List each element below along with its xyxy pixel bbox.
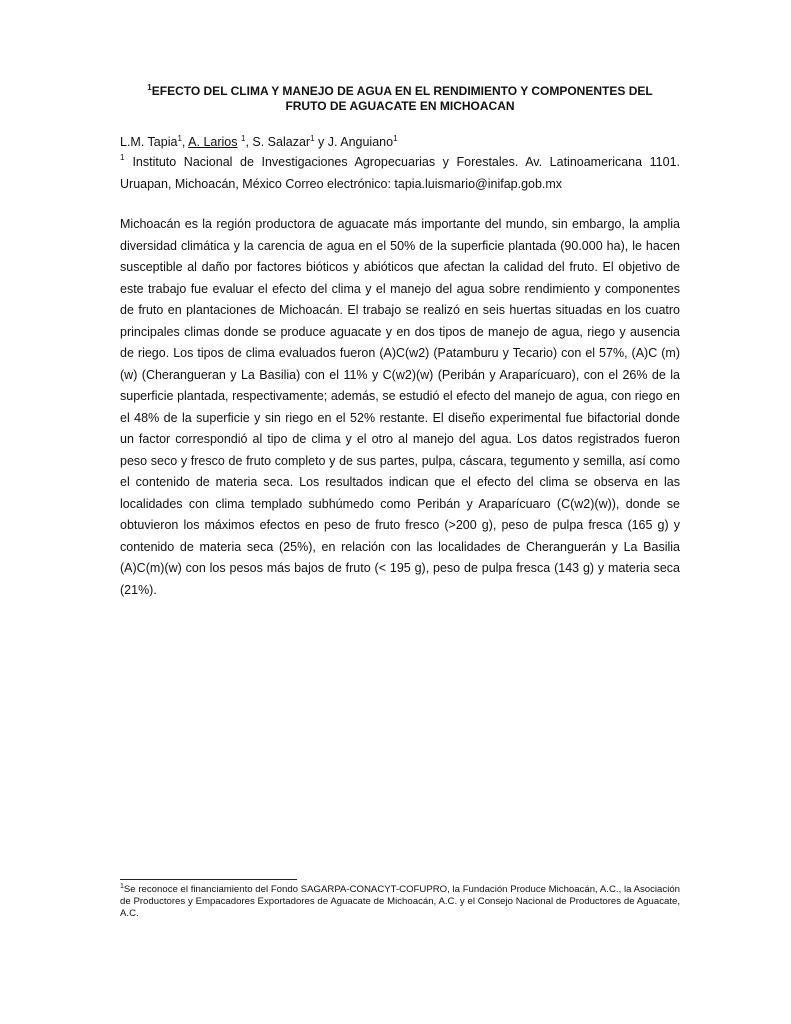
title-footnote-marker: 1 xyxy=(147,83,152,92)
abstract-paragraph: Michoacán es la región productora de aguacate más importante del mundo, sin embargo, la amplia diversidad climática y la carencia de agua en el 50% de la superficie plantada (90.000 ha), le hacen susceptible al daño por factores bióticos y abióticos que afectan la calidad del fruto. El objetivo de este trabajo fue evaluar el efecto del clima y el manejo del agua sobre rendimiento y componentes de fruto en plantaciones de Michoacán. El trabajo se realizó en seis huertas situadas en los cuatro principales climas donde se produce aguacate y en dos tipos de manejo de agua, riego y ausencia de riego. Los tipos de clima evaluados fueron (A)C(w2) (Patamburu y Tecario) con el 57%, (A)C (m)(w) (Cherangueran y La Basilia) con el 11% y C(w2)(w) (Peribán y Araparícuaro), con el 26% de la superficie plantada, respectivamente; además, se estudió el efecto del manejo de agua, con riego en el 48% de la superficie y sin riego en el 52% restante. El diseño experimental fue bifactorial donde un factor correspondió al tipo de clima y el otro al manejo del agua. Los datos registrados fueron peso seco y fresco de fruto completo y de sus partes, pulpa, cáscara, tegumento y semilla, así como el contenido de materia seca. Los resultados indican que el efecto del clima se observa en las localidades con clima templado subhúmedo como Peribán y Araparícuaro (C(w2)(w)), donde se obtuvieron los máximos efectos en peso de fruto fresco (>200 g), peso de pulpa fresca (165 g) y contenido de materia seca (25%), en relación con las localidades de Cheranguerán y La Basilia (A)C(m)(w) con los pesos más bajos de fruto (< 195 g), peso de pulpa fresca (143 g) y materia seca (21%). xyxy=(120,217,680,597)
affiliation xyxy=(120,152,680,195)
footnote-mark: 1 xyxy=(120,883,124,890)
author-4-name: y J. Anguiano xyxy=(314,135,394,149)
title-line-2: FRUTO DE AGUACATE EN MICHOACAN xyxy=(285,99,515,113)
footnote-divider xyxy=(120,879,297,880)
author-2-affil-mark: 1 xyxy=(241,134,246,143)
author-list xyxy=(120,134,398,150)
affiliation-text: Instituto Nacional de Investigaciones Agropecuarias y Forestales. Av. Latinoamericana 1101. Uruapan, Michoacán, México Correo electrónico: tapia.luismario@inifap.gob.mx xyxy=(120,155,680,191)
footnote-text: Se reconoce el financiamiento del Fondo SAGARPA-CONACYT-COFUPRO, la Fundación Produce Michoacán, A.C., la Asociación de Productores y Empacadores Exportadores de Aguacate de Michoacán, A.C. y el Consejo Nacional de Productores de Aguacate, A.C. xyxy=(120,884,680,919)
author-1-name: L.M. Tapia xyxy=(120,135,178,149)
author-2-name: A. Larios xyxy=(188,135,238,149)
paper-title xyxy=(120,84,680,114)
title-line-1: EFECTO DEL CLIMA Y MANEJO DE AGUA EN EL RENDIMIENTO Y COMPONENTES DEL xyxy=(151,84,653,98)
author-4-affil-mark: 1 xyxy=(393,134,398,143)
author-1-affil-mark: 1 xyxy=(177,134,182,143)
author-3-affil-mark: 1 xyxy=(310,134,315,143)
author-3-name: , S. Salazar xyxy=(245,135,311,149)
footnote xyxy=(120,884,680,920)
affiliation-mark: 1 xyxy=(120,153,125,162)
author-separator-1: , xyxy=(181,135,189,149)
